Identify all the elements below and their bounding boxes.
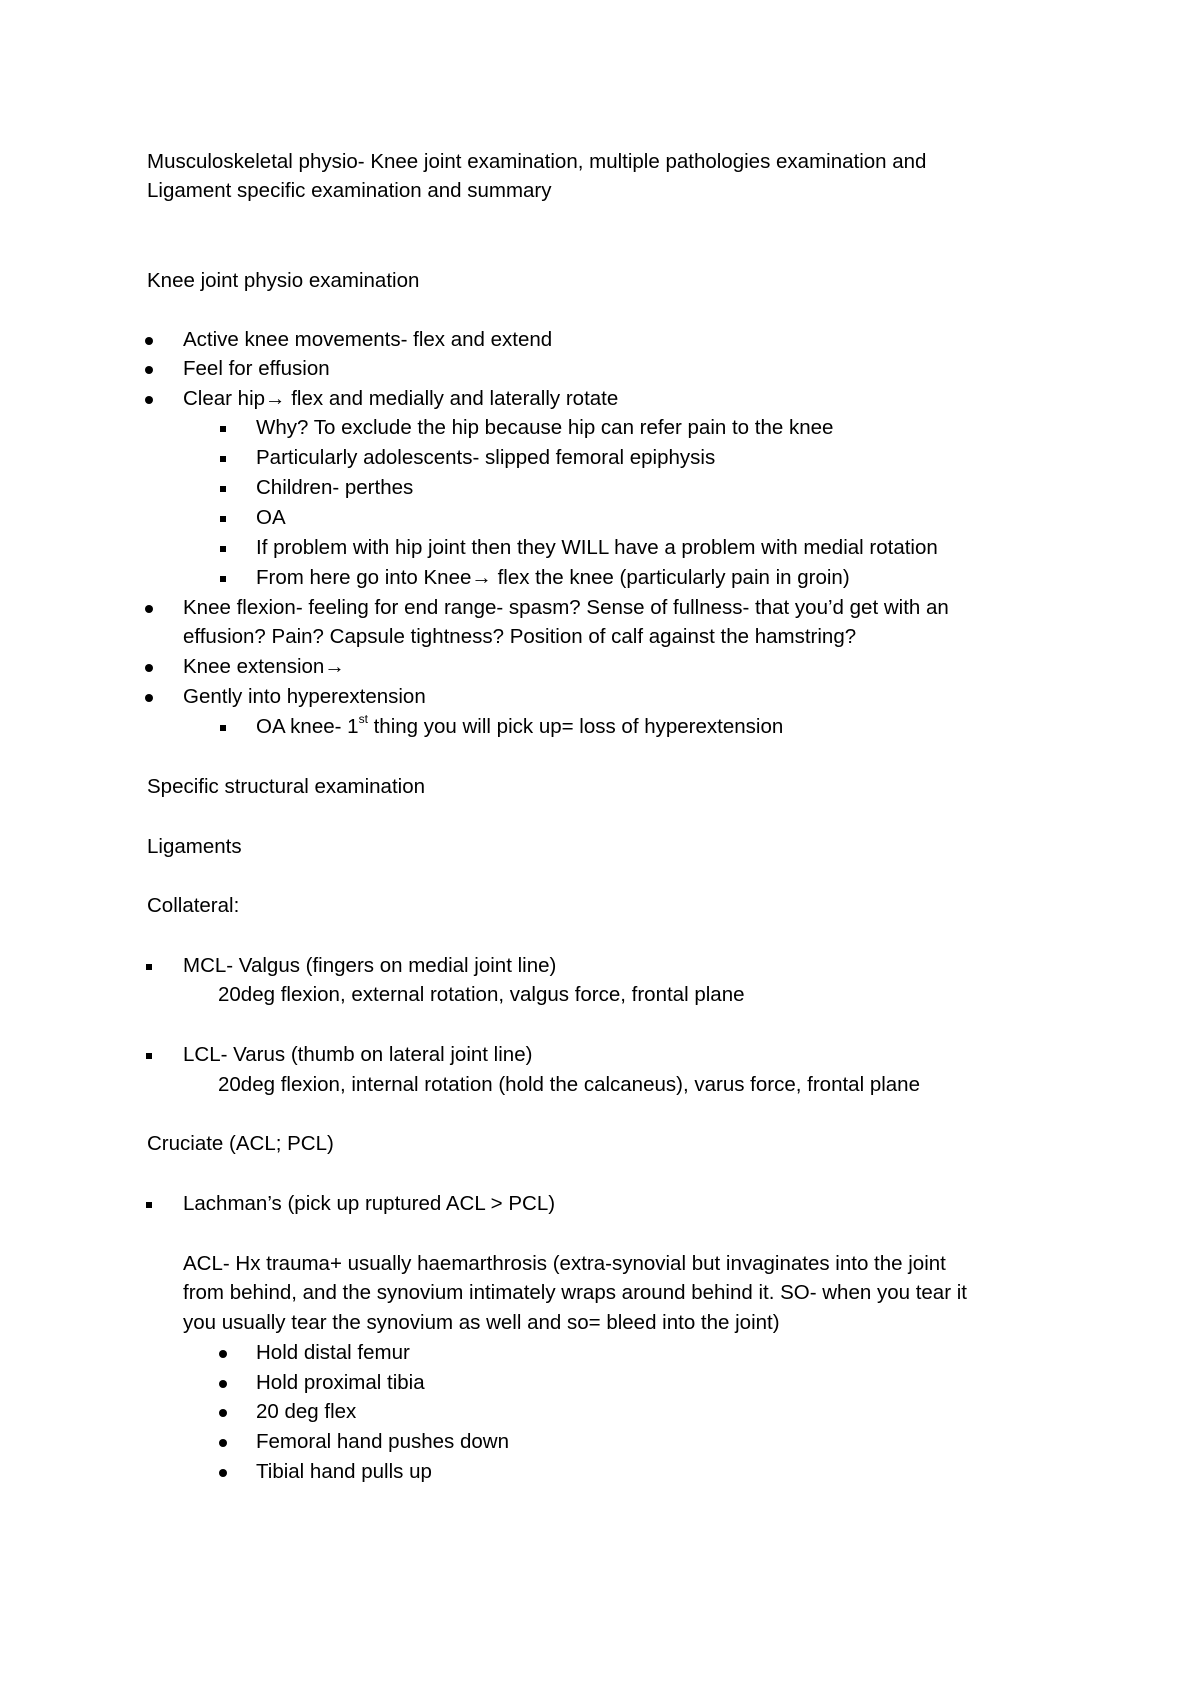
subheading-ligaments: Ligaments	[147, 835, 242, 858]
square-bullet-icon	[139, 1189, 159, 1218]
square-bullet-icon	[139, 1040, 159, 1069]
bullet-icon	[139, 682, 159, 711]
square-bullet-icon	[213, 443, 233, 472]
square-bullet-icon	[213, 473, 233, 502]
bullet-icon	[139, 354, 159, 383]
acl-paragraph-line-3: you usually tear the synovium as well and so= bleed into the joint)	[183, 1311, 780, 1334]
square-bullet-icon	[213, 413, 233, 442]
acl-paragraph-line-1: ACL- Hx trauma+ usually haemarthrosis (extra-synovial but invaginates into the joint	[183, 1252, 946, 1275]
oa-knee-text: OA knee- 1st thing you will pick up= loss of hyperextension	[256, 712, 784, 738]
document-title-line-1: Musculoskeletal physio- Knee joint examination, multiple pathologies examination and	[147, 150, 927, 173]
document-title-line-2: Ligament specific examination and summary	[147, 179, 552, 202]
square-bullet-icon	[213, 533, 233, 562]
bullet-icon	[139, 325, 159, 354]
lcl-detail: 20deg flexion, internal rotation (hold the calcaneus), varus force, frontal plane	[218, 1073, 920, 1096]
bullet-icon	[139, 652, 159, 681]
bullet-icon	[139, 384, 159, 413]
bullet-icon	[213, 1427, 233, 1456]
document-page: Musculoskeletal physio- Knee joint examination, multiple pathologies examination and Ligament specific examination and summary Knee joint physio examination Active knee movements- flex and extend Feel for effusion Clear hip→ flex and medially and laterally rotate Why? To exclude the hip because hip can refer pain to the knee Particularly adolescents- slipped femoral epiphysis Children- perthes OA If problem with hip joint then they WILL have a problem with medial rotation From here go into Knee→ flex the knee (particularly pain in groin) Knee flexion- feeling for end range- spasm? Sense of fullness- that you’d get with an effusion? Pain? Capsule tightness? Position of calf against the hamstring? Knee extension→ Gently into hyperextension OA knee- 1st thing you will pick up= loss of hyperextension Specific structural examination Ligaments Collateral: MCL- Valgus (fingers on medial joint line) 20deg flexion, external rotation, valgus force, frontal plane LCL- Varus (thumb on lateral joint line) 20deg flexion, internal rotation (hold the calcaneus), varus force, frontal plane Cruciate (ACL; PCL) Lachman’s (pick up ruptured ACL > PCL) ACL- Hx trauma+ usually haemarthrosis (extra-synovial but invaginates into the joint from behind, and the synovium intimately wraps around behind it. SO- when you tear it you usually tear the synovium as well and so= bleed into the joint) Hold distal femur Hold proximal tibia 20 deg flex Femoral hand pushes down Tibial hand pulls up	[0, 0, 1200, 1698]
subheading-cruciate: Cruciate (ACL; PCL)	[147, 1132, 334, 1155]
bullet-icon	[213, 1397, 233, 1426]
subheading-collateral: Collateral:	[147, 894, 240, 917]
bullet-icon	[213, 1457, 233, 1486]
section-heading-structural: Specific structural examination	[147, 775, 426, 798]
section-heading-knee: Knee joint physio examination	[147, 269, 420, 292]
mcl-detail: 20deg flexion, external rotation, valgus force, frontal plane	[218, 983, 745, 1006]
bullet-icon	[213, 1338, 233, 1367]
acl-paragraph-line-2: from behind, and the synovium intimately wraps around behind it. SO- when you tear it	[183, 1281, 967, 1304]
bullet-icon	[139, 593, 159, 622]
square-bullet-icon	[213, 503, 233, 532]
bullet-icon	[213, 1368, 233, 1397]
square-bullet-icon	[213, 712, 233, 741]
square-bullet-icon	[213, 563, 233, 592]
list-item-continuation: effusion? Pain? Capsule tightness? Position of calf against the hamstring?	[183, 625, 857, 648]
square-bullet-icon	[139, 951, 159, 980]
